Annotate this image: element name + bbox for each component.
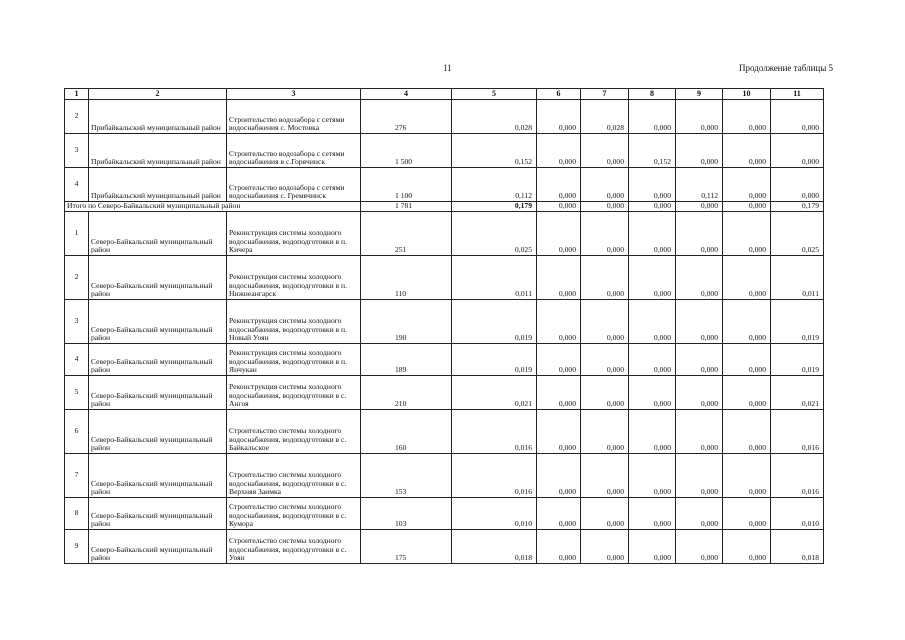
column-header-4: 4 [361,89,452,100]
column-header-11: 11 [771,89,824,100]
municipality-name: Прибайкальский муниципальный район [89,134,227,168]
value-cell-col-5: 0,028 [452,100,537,134]
value-cell-col-8: 0,000 [629,376,676,410]
value-cell-col-4: 1 500 [361,134,452,168]
row-number: 4 [65,344,89,376]
value-cell-col-8: 0,000 [629,168,676,202]
value-cell-col-6: 0,000 [537,212,581,256]
value-cell-col-5: 0,021 [452,376,537,410]
data-table [64,88,824,564]
value-cell-col-11: 0,025 [771,212,824,256]
value-cell-col-4: 190 [361,300,452,344]
table-row [65,410,824,454]
value-cell-col-9: 0,000 [676,376,723,410]
value-cell-col-6: 0,000 [537,202,581,212]
value-cell-col-11: 0,000 [771,168,824,202]
table-row [65,498,824,530]
value-cell-col-9: 0,000 [676,134,723,168]
value-cell-col-7: 0,028 [581,100,629,134]
value-cell-col-5: 0,152 [452,134,537,168]
value-cell-col-6: 0,000 [537,256,581,300]
value-cell-col-10: 0,000 [723,168,771,202]
value-cell-col-5: 0,018 [452,530,537,564]
value-cell-col-7: 0,000 [581,212,629,256]
value-cell-col-10: 0,000 [723,410,771,454]
value-cell-col-6: 0,000 [537,100,581,134]
value-cell-col-10: 0,000 [723,202,771,212]
page-number: 11 [443,63,452,73]
value-cell-col-9: 0,000 [676,202,723,212]
value-cell-col-7: 0,000 [581,498,629,530]
table-continuation-label: Продолжение таблицы 5 [739,63,833,73]
table-body [65,100,824,564]
value-cell-col-4: 276 [361,100,452,134]
value-cell-col-6: 0,000 [537,498,581,530]
value-cell-col-5: 0,016 [452,410,537,454]
value-cell-col-7: 0,000 [581,256,629,300]
value-cell-col-11: 0,000 [771,100,824,134]
column-header-5: 5 [452,89,537,100]
project-description: Строительство водозабора с сетями водоснабжения в с.Горячинск [227,134,361,168]
column-header-1: 1 [65,89,89,100]
municipality-name: Прибайкальский муниципальный район [89,168,227,202]
column-header-9: 9 [676,89,723,100]
municipality-name: Северо-Байкальский муниципальный район [89,300,227,344]
municipality-name: Северо-Байкальский муниципальный район [89,498,227,530]
value-cell-col-11: 0,016 [771,454,824,498]
row-number: 3 [65,134,89,168]
column-header-7: 7 [581,89,629,100]
value-cell-col-7: 0,000 [581,344,629,376]
value-cell-col-9: 0,000 [676,100,723,134]
table-row [65,454,824,498]
value-cell-col-5: 0,019 [452,344,537,376]
row-number: 7 [65,454,89,498]
value-cell-col-8: 0,000 [629,498,676,530]
project-description: Реконструкция системы холодного водоснабжения, водоподготовки в п. Кичера [227,212,361,256]
value-cell-col-10: 0,000 [723,300,771,344]
column-header-8: 8 [629,89,676,100]
value-cell-col-10: 0,000 [723,134,771,168]
value-cell-col-10: 0,000 [723,256,771,300]
value-cell-col-5: 0,011 [452,256,537,300]
value-cell-col-6: 0,000 [537,300,581,344]
row-number: 9 [65,530,89,564]
value-cell-col-6: 0,000 [537,168,581,202]
municipality-name: Северо-Байкальский муниципальный район [89,212,227,256]
value-cell-col-9: 0,000 [676,300,723,344]
value-cell-col-6: 0,000 [537,134,581,168]
municipality-name: Северо-Байкальский муниципальный район [89,530,227,564]
value-cell-col-4: 160 [361,410,452,454]
value-cell-col-8: 0,000 [629,410,676,454]
value-cell-col-9: 0,000 [676,498,723,530]
value-cell-col-6: 0,000 [537,410,581,454]
row-number: 2 [65,256,89,300]
table-row [65,530,824,564]
value-cell-col-5: 0,010 [452,498,537,530]
value-cell-col-4: 1 100 [361,168,452,202]
value-cell-col-10: 0,000 [723,100,771,134]
value-cell-col-11: 0,021 [771,376,824,410]
value-cell-col-5: 0,179 [452,202,537,212]
value-cell-col-4: 210 [361,376,452,410]
municipality-name: Прибайкальский муниципальный район [89,100,227,134]
project-description: Строительство системы холодного водоснабжения, водоподготовки в с. Уоян [227,530,361,564]
municipality-name: Северо-Байкальский муниципальный район [89,344,227,376]
value-cell-col-11: 0,011 [771,256,824,300]
total-label: Итого по Северо-Байкальский муниципальный район [65,202,361,212]
row-number: 4 [65,168,89,202]
row-number: 1 [65,212,89,256]
value-cell-col-7: 0,000 [581,168,629,202]
project-description: Строительство системы холодного водоснабжения, водоподготовки в с. Байкальское [227,410,361,454]
value-cell-col-4: 251 [361,212,452,256]
table-row [65,134,824,168]
value-cell-col-7: 0,000 [581,454,629,498]
value-cell-col-4: 175 [361,530,452,564]
column-header-6: 6 [537,89,581,100]
value-cell-col-11: 0,179 [771,202,824,212]
row-number: 5 [65,376,89,410]
project-description: Реконструкция системы холодного водоснабжения, водоподготовки в п. Янчукан [227,344,361,376]
value-cell-col-9: 0,000 [676,530,723,564]
municipality-name: Северо-Байкальский муниципальный район [89,376,227,410]
project-description: Строительство системы холодного водоснабжения, водоподготовки в с. Верхняя Заимка [227,454,361,498]
value-cell-col-6: 0,000 [537,454,581,498]
value-cell-col-8: 0,000 [629,300,676,344]
column-header-10: 10 [723,89,771,100]
table-row [65,100,824,134]
value-cell-col-10: 0,000 [723,344,771,376]
value-cell-col-5: 0,112 [452,168,537,202]
table-row [65,256,824,300]
value-cell-col-7: 0,000 [581,134,629,168]
municipality-name: Северо-Байкальский муниципальный район [89,454,227,498]
project-description: Реконструкция системы холодного водоснабжения, водоподготовки в п. Нижнеангарск [227,256,361,300]
value-cell-col-7: 0,000 [581,376,629,410]
row-number: 3 [65,300,89,344]
value-cell-col-7: 0,000 [581,410,629,454]
value-cell-col-11: 0,018 [771,530,824,564]
value-cell-col-8: 0,000 [629,212,676,256]
table-row [65,344,824,376]
table-row [65,212,824,256]
value-cell-col-11: 0,010 [771,498,824,530]
value-cell-col-8: 0,000 [629,530,676,564]
value-cell-col-5: 0,025 [452,212,537,256]
row-number: 2 [65,100,89,134]
value-cell-col-8: 0,000 [629,100,676,134]
value-cell-col-11: 0,000 [771,134,824,168]
value-cell-col-9: 0,000 [676,256,723,300]
row-number: 6 [65,410,89,454]
value-cell-col-7: 0,000 [581,300,629,344]
value-cell-col-8: 0,152 [629,134,676,168]
row-number: 8 [65,498,89,530]
value-cell-col-9: 0,000 [676,344,723,376]
column-header-2: 2 [89,89,227,100]
value-cell-col-6: 0,000 [537,344,581,376]
value-cell-col-9: 0,112 [676,168,723,202]
table-row [65,300,824,344]
value-cell-col-10: 0,000 [723,498,771,530]
value-cell-col-5: 0,016 [452,454,537,498]
project-description: Реконструкция системы холодного водоснабжения, водоподготовки в с. Ангоя [227,376,361,410]
project-description: Строительство водозабора с сетями водоснабжения с. Гремячинск [227,168,361,202]
value-cell-col-8: 0,000 [629,256,676,300]
value-cell-col-9: 0,000 [676,410,723,454]
value-cell-col-11: 0,016 [771,410,824,454]
value-cell-col-4: 110 [361,256,452,300]
value-cell-col-7: 0,000 [581,530,629,564]
value-cell-col-6: 0,000 [537,376,581,410]
value-cell-col-5: 0,019 [452,300,537,344]
column-header-3: 3 [227,89,361,100]
value-cell-col-4: 1 781 [361,202,452,212]
municipality-name: Северо-Байкальский муниципальный район [89,256,227,300]
value-cell-col-4: 153 [361,454,452,498]
value-cell-col-11: 0,019 [771,344,824,376]
value-cell-col-6: 0,000 [537,530,581,564]
value-cell-col-4: 189 [361,344,452,376]
value-cell-col-11: 0,019 [771,300,824,344]
municipality-name: Северо-Байкальский муниципальный район [89,410,227,454]
value-cell-col-9: 0,000 [676,212,723,256]
value-cell-col-7: 0,000 [581,202,629,212]
table-row [65,376,824,410]
value-cell-col-4: 103 [361,498,452,530]
value-cell-col-10: 0,000 [723,376,771,410]
project-description: Строительство системы холодного водоснабжения, водоподготовки в с. Кумора [227,498,361,530]
value-cell-col-8: 0,000 [629,454,676,498]
value-cell-col-10: 0,000 [723,530,771,564]
table-row [65,168,824,202]
value-cell-col-8: 0,000 [629,344,676,376]
table-header-row [65,89,824,100]
value-cell-col-10: 0,000 [723,212,771,256]
value-cell-col-10: 0,000 [723,454,771,498]
value-cell-col-9: 0,000 [676,454,723,498]
project-description: Строительство водозабора с сетями водоснабжения с. Мостовка [227,100,361,134]
project-description: Реконструкция системы холодного водоснабжения, водоподготовки в п. Новый Уоян [227,300,361,344]
value-cell-col-8: 0,000 [629,202,676,212]
total-row [65,202,824,212]
